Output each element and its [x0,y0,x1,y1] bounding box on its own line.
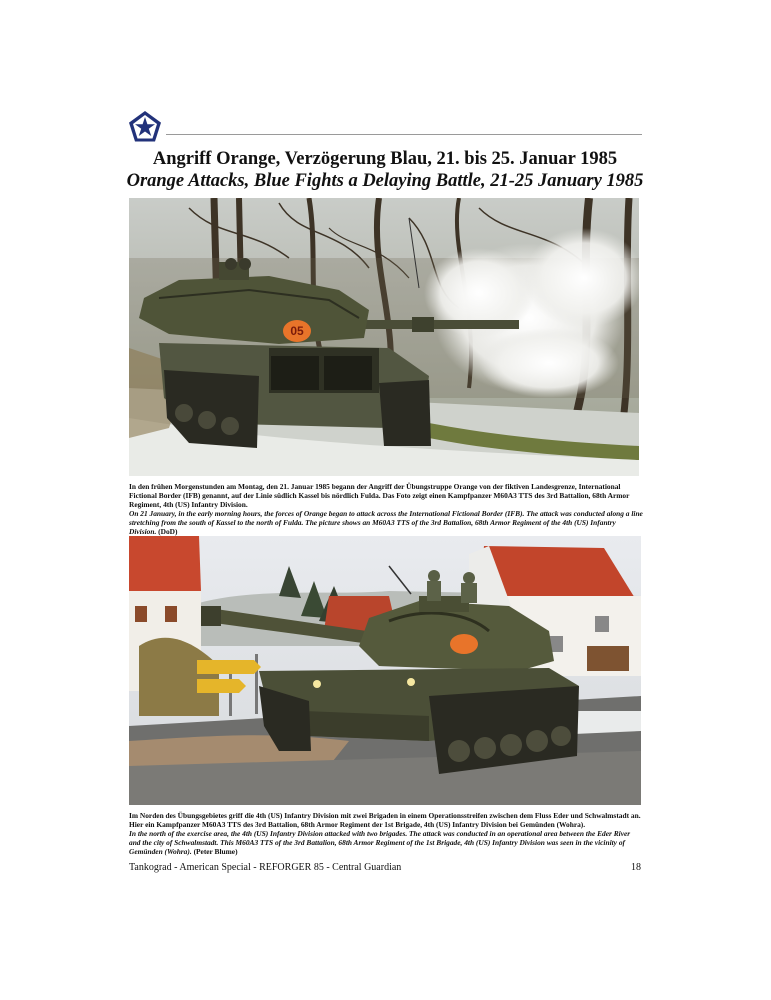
page-title-german: Angriff Orange, Verzögerung Blau, 21. bis 25. Januar 1985 [152,149,618,169]
tank-marking-1: 05 [290,324,304,338]
caption-1-credit: (DoD) [158,527,178,536]
caption-2-english: In the north of the exercise area, the 4th (US) Infantry Division attacked with two brigades. The attack was conducted in an operational area between the Eder River and the city of Schwalmstadt. This M60A3 TTS of the 3rd Battalion, 68th Armor Regiment of the 1st Brigade, 4th (US) Infantry Division was seen in the vicinity of Gemünden (Wohra). [129,829,631,856]
page-number: 18 [631,862,641,873]
caption-2-credit: (Peter Blume) [193,847,238,856]
caption-2-german: Im Norden des Übungsgebietes griff die 4th (US) Infantry Division mit zwei Brigaden in einem Operationsstreifen zwischen dem Fluss Eder und Schwalmstadt an. Hier ein Kampfpanzer M60A3 TTS des 3rd Battalion, 68th Armor Regiment der 1st Brigade, 4th (US) Infantry Division bei Gemünden (Wohra). [129,811,641,829]
photo-caption-1 [129,482,643,536]
photo-m60a3-firing [129,198,639,476]
page-title-english: Orange Attacks, Blue Fights a Delaying Battle, 21-25 January 1985 [126,171,644,191]
caption-1-german: In den frühen Morgenstunden am Montag, den 21. Januar 1985 begann der Angriff der Übungstruppe Orange von der fiktiven Landesgrenze, International Fictional Border (IFB) genannt, auf der Linie südlich Kassel bis nördlich Fulda. Das Foto zeigt einen Kampfpanzer M60A3 TTS des 3rd Battalion, 68th Armor Regiment, 4th (US) Infantry Division. [129,482,630,509]
header-rule [166,134,642,135]
caption-1-english: On 21 January, in the early morning hours, the forces of Orange began to attack across the International Fictional Border (IFB). The attack was conducted along a line stretching from the south of Kassel to the north of Fulda. The picture shows an M60A3 TTS of the 3rd Battalion, 68th Armor Regiment of the 4th (US) Infantry Division. [129,509,643,536]
pentagon-star-emblem-icon [128,110,162,144]
photo-m60a3-gemuenden [129,536,641,805]
footer-publication: Tankograd - American Special - REFORGER 85 - Central Guardian [129,862,402,873]
photo-caption-2 [129,811,643,856]
